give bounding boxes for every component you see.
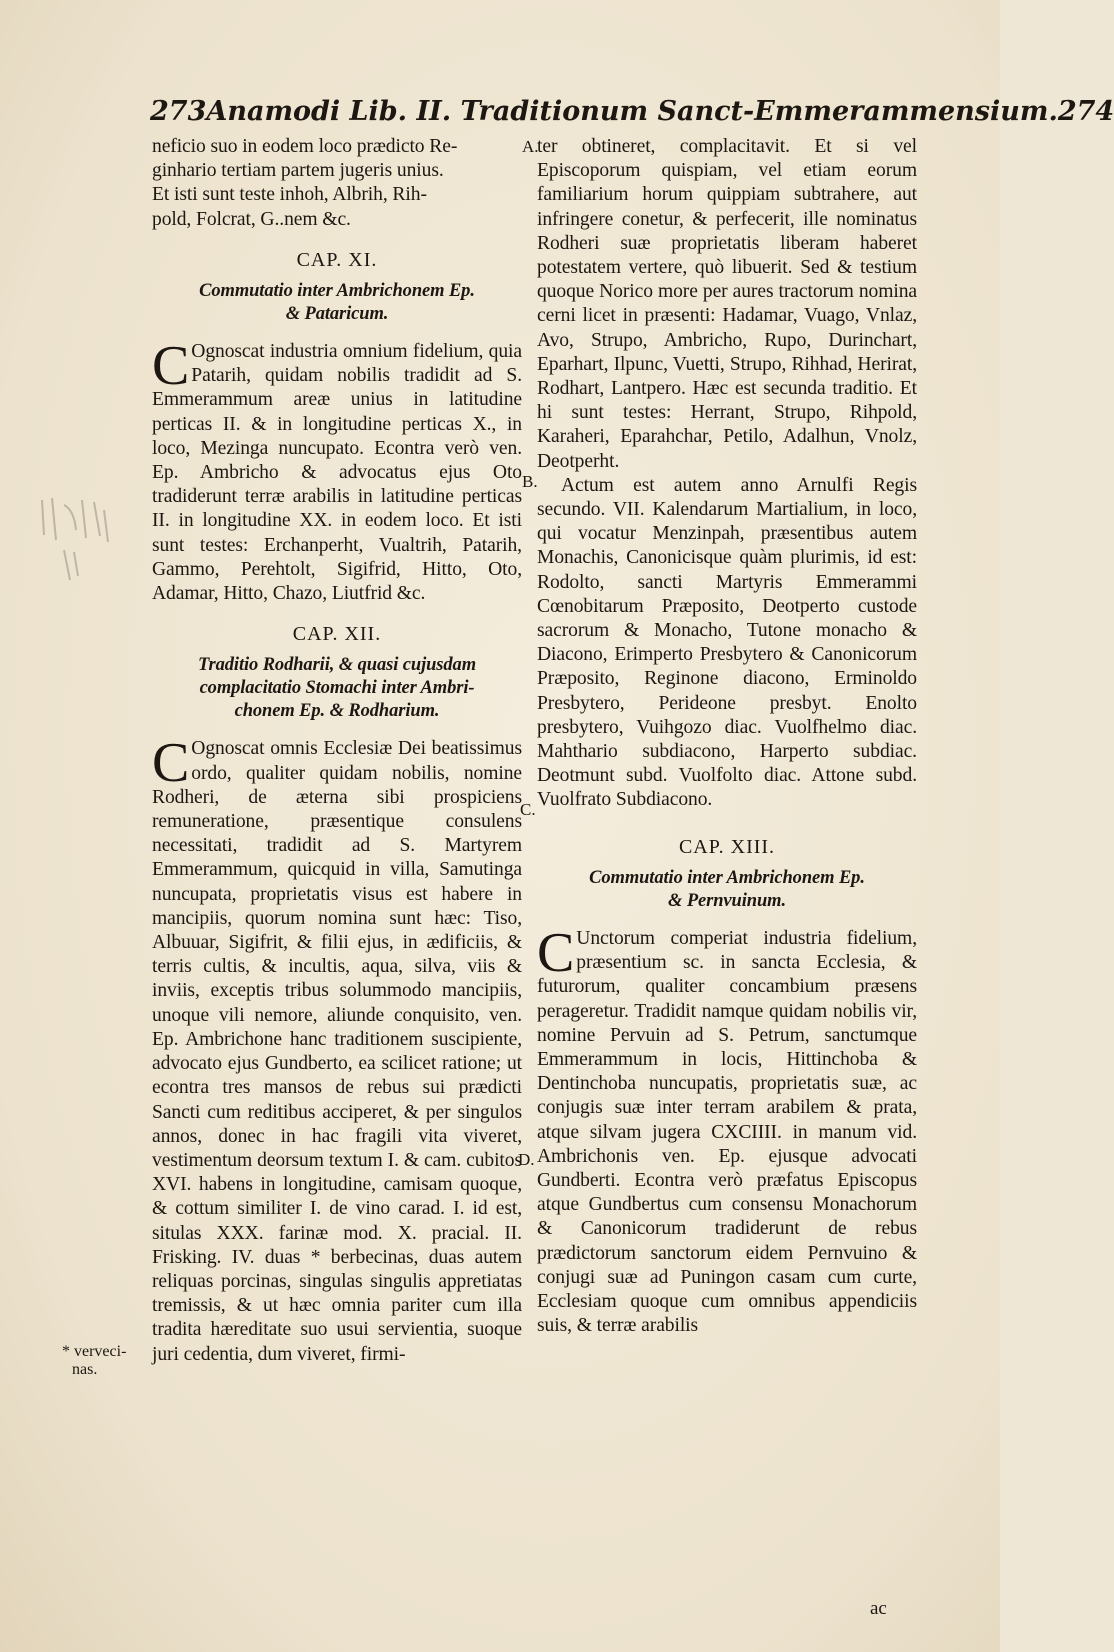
drop-capital: C xyxy=(537,921,575,984)
intro-line: Et isti sunt teste inhoh, Albrih, Rih- xyxy=(152,184,427,206)
drop-capital: C xyxy=(152,335,190,398)
chapter-heading-11: CAP. XI. xyxy=(296,248,378,271)
margin-note xyxy=(62,1343,126,1379)
chapter-rubric-11 xyxy=(152,280,522,326)
rubric-line: Commutatio inter Ambrichonem Ep. xyxy=(199,281,475,302)
right-column xyxy=(537,135,917,1338)
section-marker-b: B. xyxy=(522,472,538,491)
intro-line: pold, Folcrat, G..nem &c. xyxy=(152,208,351,230)
section-marker-d: D. xyxy=(518,1150,535,1169)
rubric-line: Commutatio inter Ambrichonem Ep. xyxy=(589,867,865,888)
drop-capital: C xyxy=(152,732,190,795)
margin-note-line: * verveci- xyxy=(62,1343,127,1360)
paragraph-text: Ognoscat industria omnium fidelium, quia Patarih, quidam nobilis tradidit ad S. Emmerammum areæ unius in latitudine perticas II. & in longitudine perticas X., in loco, Mezinga nuncupato. Econtra verò ven. Ep. Ambricho & advocatus ejus Oto tradiderunt terræ arabilis in latitudine perticas II. in longitudine XX. in eodem loco. Et isti sunt testes: Erchanperht, Vualtrih, Patarih, Gammo, Perehtolt, Sigifrid, Hitto, Oto, Adamar, Hitto, Chazo, Liutfrid &c. xyxy=(152,341,522,605)
page-number-left: 273 xyxy=(150,96,207,127)
paragraph-text: Ognoscat omnis Ecclesiæ Dei beatissimus ordo, qualiter quidam nobilis, nomine Rodheri, de æterna sibi prospiciens remuneratione, præsentique consulens necessitati, tradidit ad S. Martyrem Emmerammum, quicquid in villa, Samutinga nuncupata, proprietatis visus est habere in mancipiis, quorum nomina sunt hæc: Tiso, Albuuar, Sigifrit, & filii ejus, in ædificiis, & terris cultis, & incultis, aqua, silva, viis & inviis, exceptis tribus solummodo mancipiis, unoque vili nemore, aliunde conquisito, ven. Ep. Ambrichone hanc traditionem suscipiente, advocato ejus Gundberto, ea scilicet ratione; ut econtra tres mansos de rebus sui prædicti Sancti cum reditibus acciperet, & per singulos annos, donec in hac fragili vita viveret, vestimentum deorsum textum I. & cam. cubitos XVI. habens in longitudine, camisam quoque, & cottum similiter I. de vino carad. I. id est, situlas XXX. farinæ mod. X. pracial. II. Frisking. IV. duas * berbecinas, duas autem reliquas porcinas, singulas singulis appretiatas tremissis, & ut hæc omnia pariter cum illa tradita hæreditate suo usui servientia, suoque juri cedentia, dum viveret, firmi- xyxy=(152,738,522,1365)
chapter-heading-12: CAP. XII. xyxy=(292,623,382,646)
rubric-line: & Pataricum. xyxy=(285,304,389,325)
left-column xyxy=(152,135,522,1367)
intro-line: neficio suo in eodem loco prædicto Re- xyxy=(152,136,458,157)
chapter-text-12 xyxy=(152,732,522,1366)
chapter-text-11 xyxy=(152,335,522,606)
rubric-line: chonem Ep. & Rodharium. xyxy=(234,701,440,722)
running-header xyxy=(150,96,1114,136)
chapter-text-13 xyxy=(537,921,917,1338)
chapter-heading-13: CAP. XIII. xyxy=(678,835,776,858)
rubric-line: Traditio Rodharii, & quasi cujusdam xyxy=(197,655,476,676)
catchword: ac xyxy=(870,1598,887,1619)
rubric-line: complacitatio Stomachi inter Ambri- xyxy=(199,678,475,699)
margin-note-line: nas. xyxy=(72,1361,98,1378)
paragraph-text: Unctorum comperiat industria fidelium, præsentium sc. in sancta Ecclesia, & futurorum, qualiter concambium præsens perageretur. Tradidit namque quidam nobilis vir, nomine Pervuin ad S. Petrum, sanctumque Emmerammum in locis, Hittinchoba & Dentinchoba nuncupatis, proprietatis suæ, ac conjugis suæ inter terram arabilem & prata, atque silvam jugera CXCIIII. in manum vid. Ambrichonis ven. Ep. ejusque advocati Gundberti. Econtra verò præfatus Episcopus atque Gundbertus cum consensu Monachorum & Canonicorum tradiderunt de rebus prædictorum sanctorum eidem Pernvuino & conjugi suæ ad Puningon casam cum curte, Ecclesiam quoque cum omnibus appendiciis suis, & terræ arabilis xyxy=(537,927,917,1337)
section-marker-c: C. xyxy=(520,800,536,819)
paragraph-text: ter obtineret, complacitavit. Et si vel Episcoporum quispiam, vel etiam eorum familiarium horum quippiam subtrahere, aut infringere conetur, & perfecerit, ille nominatus Rodheri suæ proprietatis liberam haberet potestatem vertere, quò libuerit. Sed & testium quoque Norico more per aures tractorum nomina cerni licet in præsenti: Hadamar, Vuago, Vnlaz, Avo, Strupo, Ambricho, Rupo, Durinchart, Eparhart, Ilpunc, Vuetti, Strupo, Rihhad, Herirat, Rodhart, Lantpero. Hæc est secunda traditio. Et hi sunt testes: Herrant, Strupo, Rihpold, Karaheri, Eparahchar, Petilo, Adalhun, Vnolz, Deotperht. xyxy=(537,136,917,472)
paragraph-text: Actum est autem anno Arnulfi Regis secundo. VII. Kalendarum Martialium, in loco, qui vocatur Menzinpah, præsentibus autem Monachis, Canonicisque quàm plurimis, id est: Rodolto, sancti Martyris Emmerammi Cœnobitarum Præposito, Deotperto custode sacrorum & Monacho, Tutone monacho & Diacono, Erimperto Presbytero & Canonicorum Præposito, Reginone diacono, Erminoldo Presbytero, Perideone presbyt. Enolto presbytero, Vuihgozo diac. Vuolfhelmo diac. Mahthario subdiacono, Harperto subdiac. Deotmunt subd. Vuolfolto diac. Attone subd. Vuolfrato Subdiacono. xyxy=(537,474,917,811)
pencil-annotation-mark xyxy=(34,480,124,600)
intro-line: ginhario tertiam partem jugeris unius. xyxy=(152,160,444,182)
page-number-right: 274 xyxy=(1057,96,1114,127)
running-title: Anamodi Lib. II. Traditionum Sanct-Emmerammensium. xyxy=(206,96,1058,127)
rubric-line: & Pernvuinum. xyxy=(668,890,786,911)
section-marker-a: A. xyxy=(522,137,539,156)
chapter-rubric-13 xyxy=(537,867,917,913)
chapter-rubric-12 xyxy=(152,654,522,723)
